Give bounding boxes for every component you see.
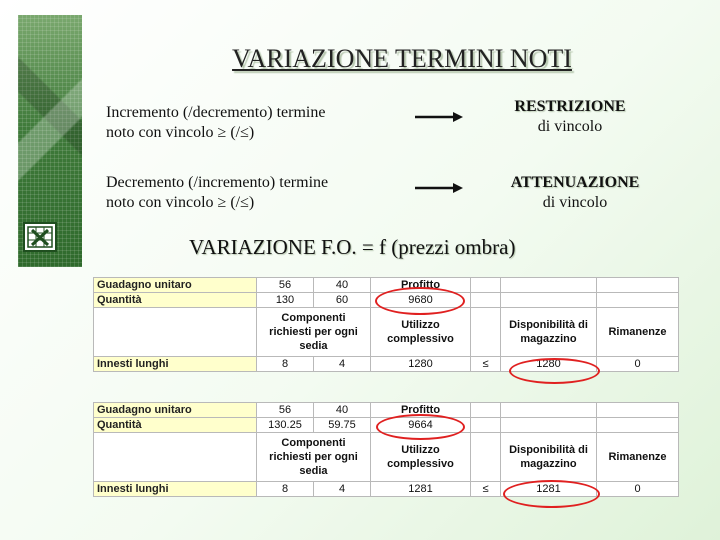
- componenti-header: Componenti richiesti per ogni sedia: [257, 433, 371, 482]
- increment-line-1: Incremento (/decremento) termine: [106, 104, 326, 121]
- table-row: [94, 308, 679, 357]
- increment-line-2: noto con vincolo ≥ (/≤): [106, 124, 255, 141]
- restrizione-sub: di vincolo: [537, 118, 603, 135]
- empty-cell[interactable]: [501, 278, 597, 293]
- empty-cell[interactable]: [471, 293, 501, 308]
- empty-cell[interactable]: [597, 278, 679, 293]
- attenuazione-label: ATTENUAZIONE: [510, 174, 640, 191]
- quantita-b[interactable]: 59.75: [314, 418, 371, 433]
- empty-cell[interactable]: [501, 418, 597, 433]
- empty-cell[interactable]: [471, 433, 501, 482]
- disponibilita-header: Disponibilità di magazzino: [501, 308, 597, 357]
- utilizzo-value[interactable]: 1280: [371, 357, 471, 372]
- decrement-line-1: Decremento (/incremento) termine: [106, 174, 329, 191]
- innesti-a[interactable]: 8: [257, 482, 314, 497]
- restrizione-result: [470, 97, 670, 137]
- profitto-label: Profitto: [371, 403, 471, 418]
- empty-cell[interactable]: [597, 293, 679, 308]
- guadagno-b[interactable]: 40: [314, 278, 371, 293]
- profitto-label: Profitto: [371, 278, 471, 293]
- restrizione-label: RESTRIZIONE: [514, 98, 626, 115]
- empty-cell[interactable]: [501, 293, 597, 308]
- rimanenze-value[interactable]: 0: [597, 357, 679, 372]
- arrow-right-icon: [415, 111, 463, 123]
- quantita-label: Quantità: [94, 293, 257, 308]
- empty-cell[interactable]: [501, 403, 597, 418]
- excel-icon: [23, 222, 57, 252]
- innesti-b[interactable]: 4: [314, 482, 371, 497]
- utilizzo-header: Utilizzo complessivo: [371, 433, 471, 482]
- attenuazione-sub: di vincolo: [542, 194, 608, 211]
- utilizzo-header: Utilizzo complessivo: [371, 308, 471, 357]
- disponibilita-value[interactable]: 1280: [501, 357, 597, 372]
- profit-highlight-oval: [375, 287, 465, 315]
- attenuazione-result: [475, 173, 675, 213]
- availability-highlight-oval: [509, 358, 600, 384]
- decrement-line-2: noto con vincolo ≥ (/≤): [106, 194, 255, 211]
- fo-variation-line: VARIAZIONE F.O. = f (prezzi ombra): [189, 235, 516, 259]
- rimanenze-header: Rimanenze: [597, 308, 679, 357]
- table-row: [94, 433, 679, 482]
- quantita-b[interactable]: 60: [314, 293, 371, 308]
- slide-title: VARIAZIONE TERMINI NOTI: [232, 44, 572, 73]
- rimanenze-value[interactable]: 0: [597, 482, 679, 497]
- utilizzo-value[interactable]: 1281: [371, 482, 471, 497]
- profitto-value[interactable]: 9664: [371, 418, 471, 433]
- empty-cell[interactable]: [94, 433, 257, 482]
- increment-description: [106, 103, 325, 143]
- rimanenze-header: Rimanenze: [597, 433, 679, 482]
- empty-cell[interactable]: [471, 403, 501, 418]
- disponibilita-header: Disponibilità di magazzino: [501, 433, 597, 482]
- empty-cell[interactable]: [471, 278, 501, 293]
- disponibilita-value[interactable]: 1281: [501, 482, 597, 497]
- empty-cell[interactable]: [597, 418, 679, 433]
- quantita-a[interactable]: 130: [257, 293, 314, 308]
- constraint-sign: ≤: [471, 357, 501, 372]
- table-row: [94, 278, 679, 293]
- profit-highlight-oval: [376, 414, 465, 440]
- profitto-value[interactable]: 9680: [371, 293, 471, 308]
- componenti-header: Componenti richiesti per ogni sedia: [257, 308, 371, 357]
- constraint-sign: ≤: [471, 482, 501, 497]
- quantita-a[interactable]: 130.25: [257, 418, 314, 433]
- guadagno-a[interactable]: 56: [257, 278, 314, 293]
- arrow-right-icon: [415, 182, 463, 194]
- innesti-a[interactable]: 8: [257, 357, 314, 372]
- empty-cell[interactable]: [597, 403, 679, 418]
- empty-cell[interactable]: [471, 418, 501, 433]
- spreadsheet-modified: [93, 402, 679, 497]
- guadagno-label: Guadagno unitaro: [94, 278, 257, 293]
- table-row: [94, 403, 679, 418]
- innesti-b[interactable]: 4: [314, 357, 371, 372]
- quantita-label: Quantità: [94, 418, 257, 433]
- guadagno-b[interactable]: 40: [314, 403, 371, 418]
- empty-cell[interactable]: [471, 308, 501, 357]
- guadagno-a[interactable]: 56: [257, 403, 314, 418]
- guadagno-label: Guadagno unitaro: [94, 403, 257, 418]
- decrement-description: [106, 173, 328, 213]
- availability-highlight-oval: [503, 480, 600, 508]
- innesti-label: Innesti lunghi: [94, 357, 257, 372]
- empty-cell[interactable]: [94, 308, 257, 357]
- innesti-label: Innesti lunghi: [94, 482, 257, 497]
